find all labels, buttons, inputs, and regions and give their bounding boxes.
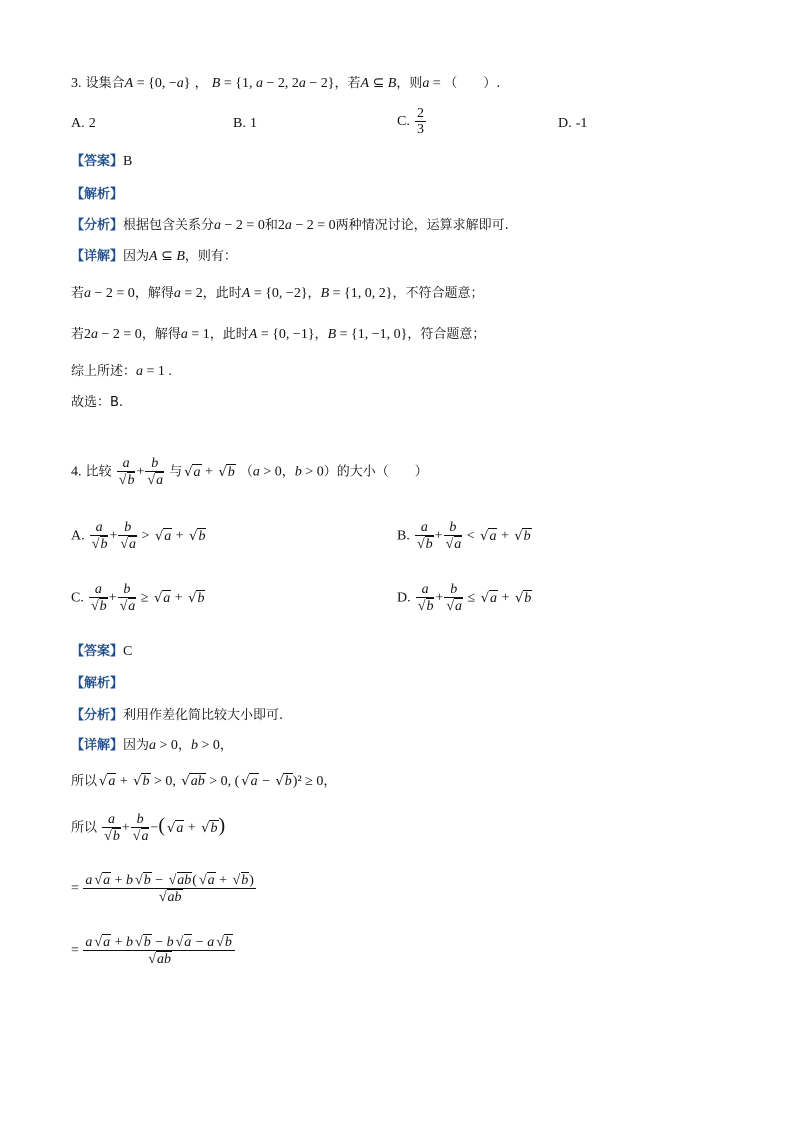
q4-option-b[interactable]: B. a √ b + b √ a < √ a + √ b bbox=[397, 520, 532, 552]
q4-option-a[interactable]: A. a √ b + b √ a > √ a + √ b bbox=[71, 520, 206, 552]
q3-number: 3. bbox=[71, 76, 82, 91]
q4-step-1: 所以√ a + √ b > 0, √ ab > 0, (√ a − √ b)² ≥ 0， bbox=[71, 770, 336, 790]
q3-option-d[interactable]: D. -1 bbox=[558, 116, 588, 131]
q4-option-c[interactable]: C. a √ b + b √ a ≥ √ a + √ b bbox=[71, 582, 205, 614]
q3-stem-suffix: ，则 bbox=[396, 76, 423, 91]
q4-fenxi: 【分析】利用作差化简比较大小即可. bbox=[71, 708, 284, 723]
q4-analysis-tag: 【解析】 bbox=[71, 676, 124, 691]
q3-xiangjie: 【详解】因为A ⊆ B，则有： bbox=[71, 249, 237, 264]
q3-summary: 综上所述：a = 1 . bbox=[71, 364, 172, 379]
q3-stem: 3. 设集合A = {0, −a} ， B = {1, a − 2, 2a − 2}，若A ⊆ B，则a = （ ）. bbox=[71, 76, 501, 91]
q3-option-a[interactable]: A. 2 bbox=[71, 116, 96, 131]
q4-option-d[interactable]: D. a √ b + b √ a ≤ √ a + √ b bbox=[397, 582, 532, 614]
q3-fenxi: 【分析】根据包含关系分a − 2 = 0和2a − 2 = 0两种情况讨论，运算求解即可. bbox=[71, 218, 509, 233]
q4-answer: 【答案】C bbox=[71, 644, 133, 659]
q3-choice: 故选：B. bbox=[71, 395, 124, 410]
q3-case-1: 若a − 2 = 0，解得a = 2，此时A = {0, −2}，B = {1, 0, 2}，不符合题意； bbox=[71, 286, 484, 301]
q4-xiangjie: 【详解】因为a > 0，b > 0， bbox=[71, 738, 233, 753]
q4-stem: 4. 比较 a √ b + b √ a 与√ a + √ b （a > 0，b > 0）的大小（ ） bbox=[71, 456, 428, 488]
q4-step-2: 所以 a √ b + b √ a −(√ a + √ b) bbox=[71, 812, 225, 844]
q4-step-4: = a√ a + b√ b − b√ a − a√ b √ ab bbox=[71, 934, 236, 967]
q3-option-c[interactable]: C. $\frac{2}{3}$ bbox=[397, 106, 424, 137]
q3-stem-prefix: 设集合 bbox=[85, 76, 125, 91]
q3-option-b[interactable]: B. 1 bbox=[233, 116, 257, 131]
q3-analysis-tag: 【解析】 bbox=[71, 187, 124, 202]
q4-step-3: = a√ a + b√ b − √ ab(√ a + √ b) √ ab bbox=[71, 872, 257, 905]
q3-answer: 【答案】B bbox=[71, 154, 133, 169]
q3-case-2: 若2a − 2 = 0，解得a = 1，此时A = {0, −1}，B = {1, −1, 0}，符合题意； bbox=[71, 327, 486, 342]
q3-stem-end: （ ）. bbox=[444, 76, 501, 91]
